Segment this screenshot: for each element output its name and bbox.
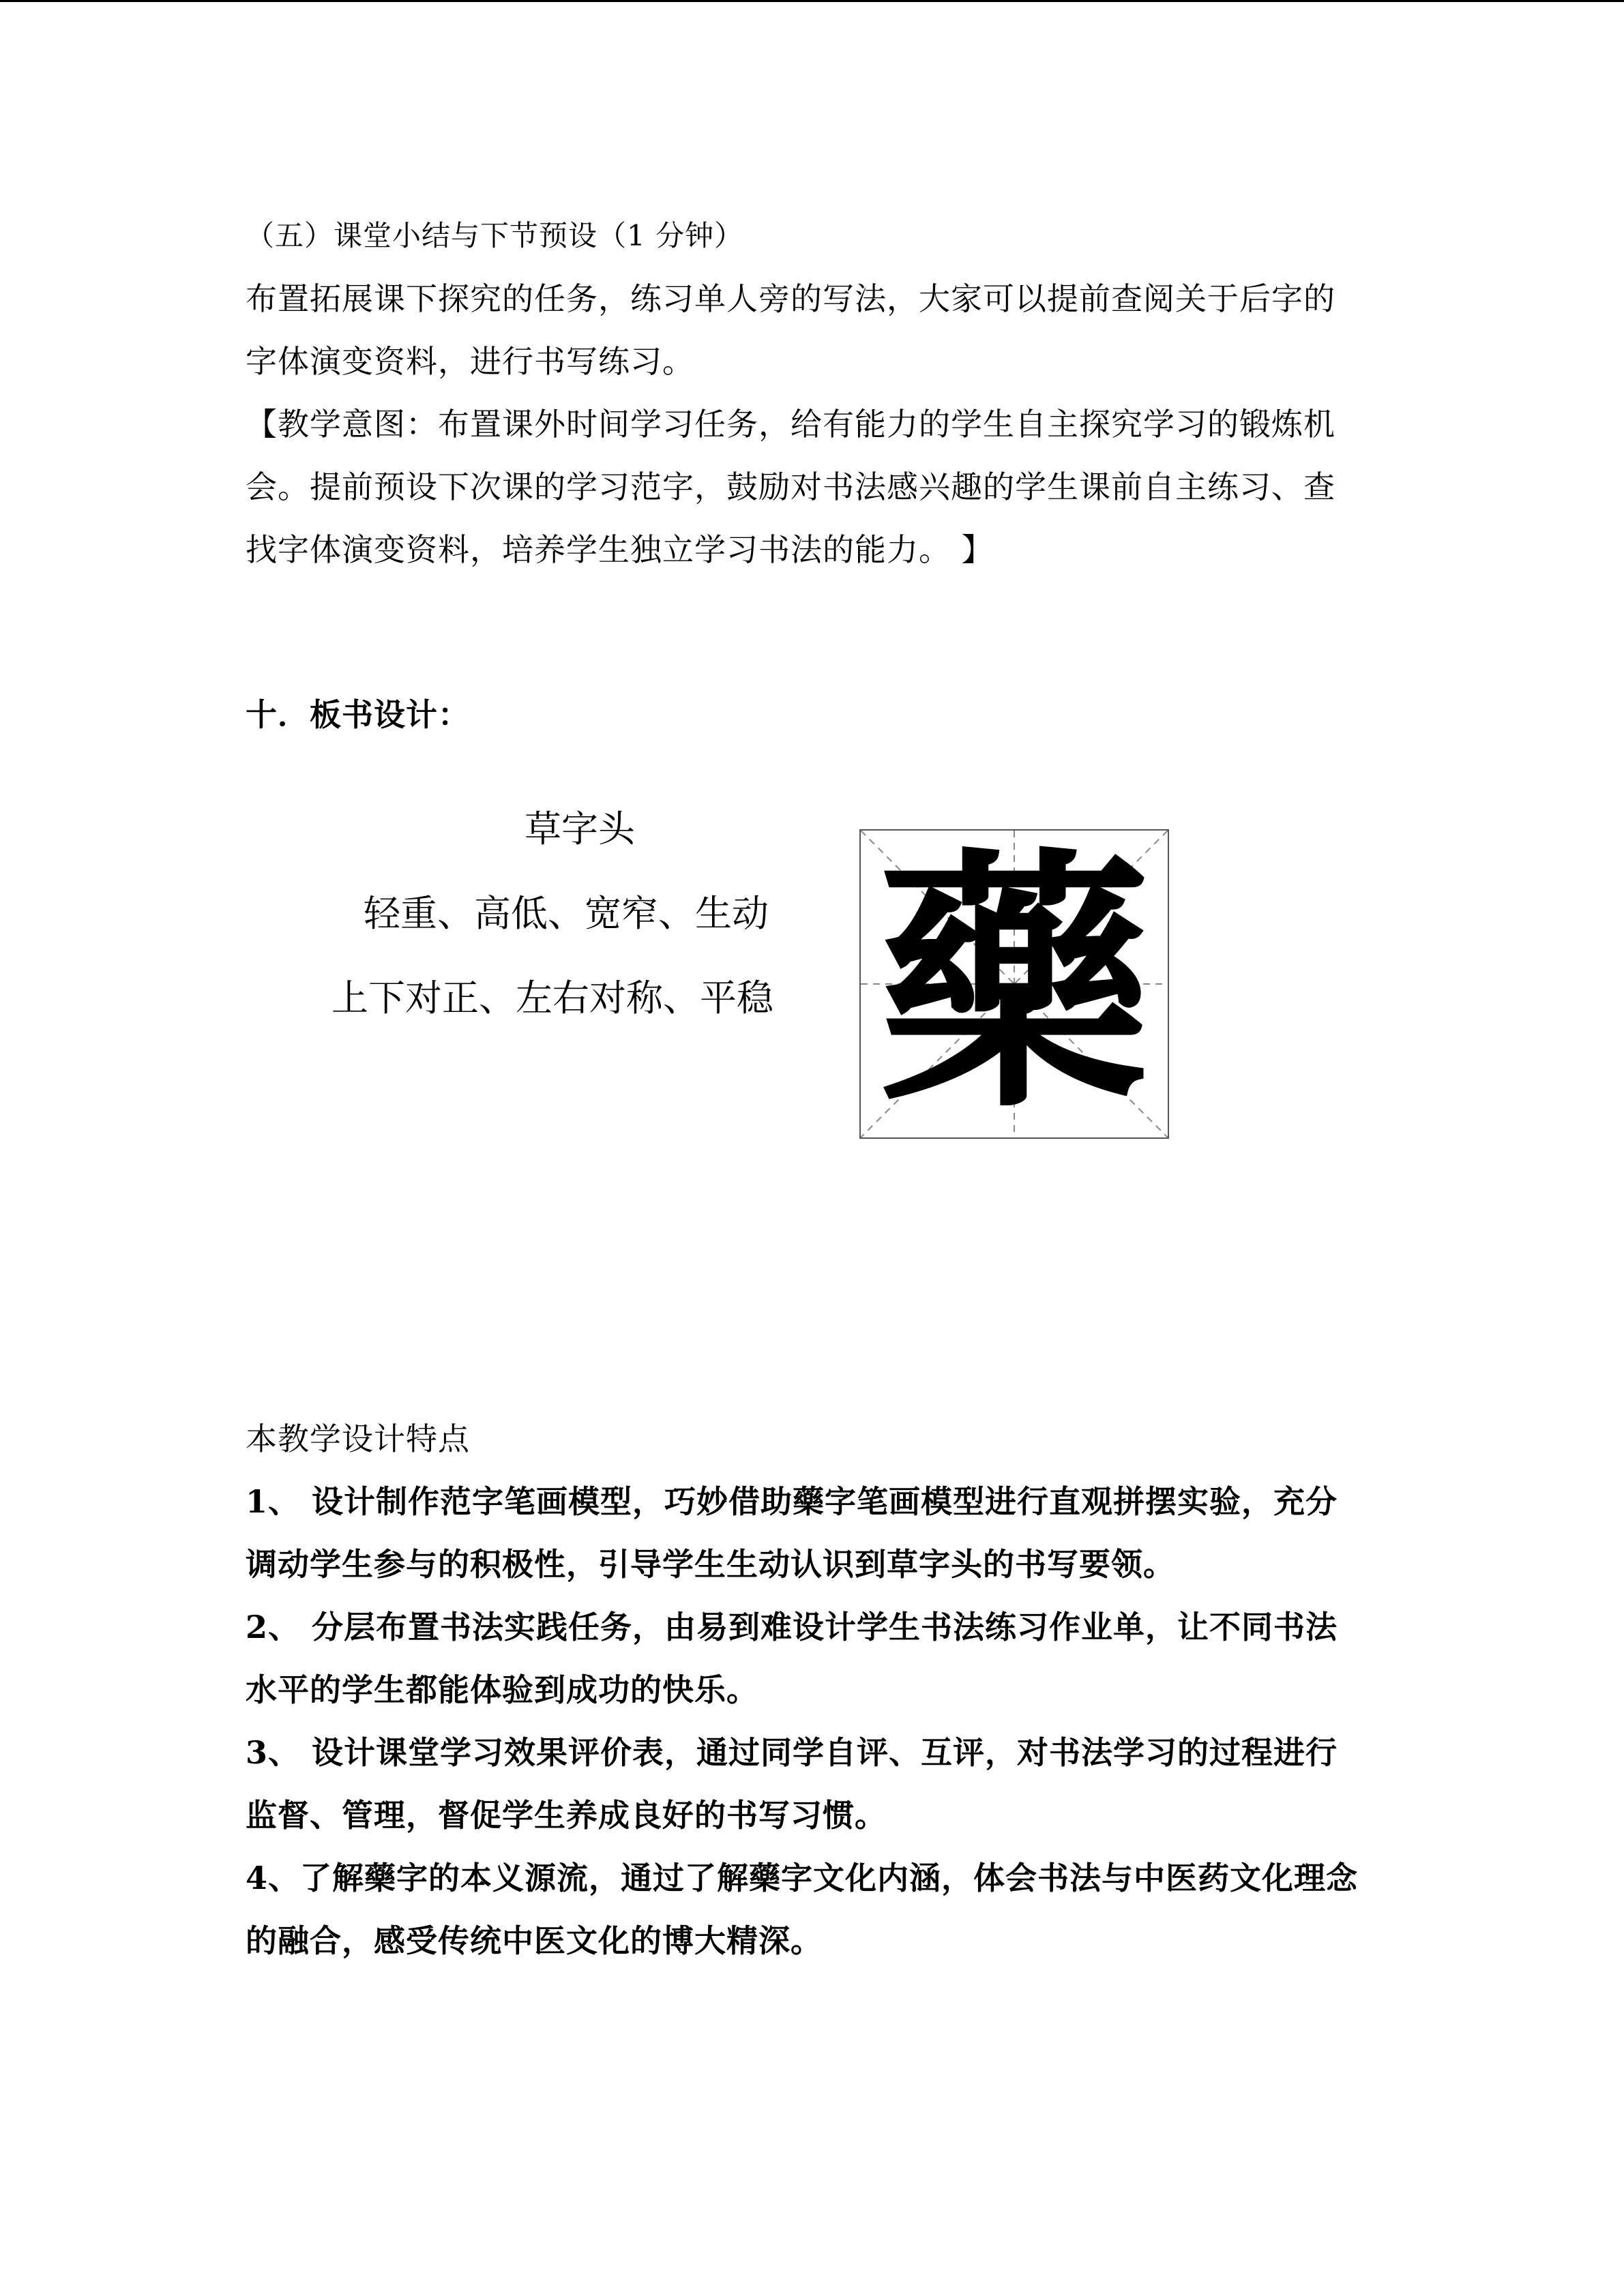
feature-line: 调动学生参与的积极性，引导学生生动认识到草字头的书写要领。 <box>246 1546 1175 1583</box>
section-5-heading: （五）课堂小结与下节预设（1 分钟） <box>246 219 744 252</box>
board-text-block <box>246 787 859 1041</box>
section-5-text-line: 布置拓展课下探究的任务，练习单人旁的写法，大家可以提前查阅关于后字的 <box>246 280 1335 317</box>
teaching-intent-line: 会。提前预设下次课的学习范字，鼓励对书法感兴趣的学生课前自主练习、查 <box>246 468 1335 505</box>
feature-line: 水平的学生都能体验到成功的快乐。 <box>246 1671 758 1708</box>
document-page <box>246 205 1391 1972</box>
feature-line: 3、 设计课堂学习效果评价表，通过同学自评、互评，对书法学习的过程进行 <box>246 1734 1338 1771</box>
section-5 <box>246 205 1391 581</box>
board-layout <box>246 787 1391 1142</box>
teaching-intent-line: 找字体演变资料，培养学生独立学习书法的能力。 】 <box>246 531 994 568</box>
calligraphy-character: 藥 <box>878 824 1151 1144</box>
teaching-intent-line: 【教学意图：布置课外时间学习任务，给有能力的学生自主探究学习的锻炼机 <box>246 406 1335 443</box>
features-heading: 本教学设计特点 <box>246 1420 470 1457</box>
section-5-text-line: 字体演变资料，进行书写练习。 <box>246 343 694 380</box>
board-design-heading: 十．板书设计： <box>246 696 470 733</box>
board-line: 轻重、高低、宽窄、生动 <box>364 892 769 935</box>
board-title: 草字头 <box>525 807 635 850</box>
calligraphy-grid-box <box>859 824 1169 1144</box>
feature-line: 2、 分层布置书法实践任务，由易到难设计学生书法练习作业单，让不同书法 <box>246 1609 1338 1645</box>
feature-line: 4、了解藥字的本义源流，通过了解藥字文化内涵，体会书法与中医药文化理念 <box>246 1860 1359 1896</box>
design-features-section <box>246 1407 1391 1972</box>
feature-line: 监督、管理，督促学生养成良好的书写习惯。 <box>246 1797 887 1834</box>
page-top-border <box>0 0 1624 2</box>
board-design-section <box>246 683 1391 1142</box>
feature-line: 的融合，感受传统中医文化的博大精深。 <box>246 1922 823 1959</box>
board-line: 上下对正、左右对称、平稳 <box>331 976 773 1019</box>
feature-line: 1、 设计制作范字笔画模型，巧妙借助藥字笔画模型进行直观拼摆实验，充分 <box>246 1483 1338 1520</box>
